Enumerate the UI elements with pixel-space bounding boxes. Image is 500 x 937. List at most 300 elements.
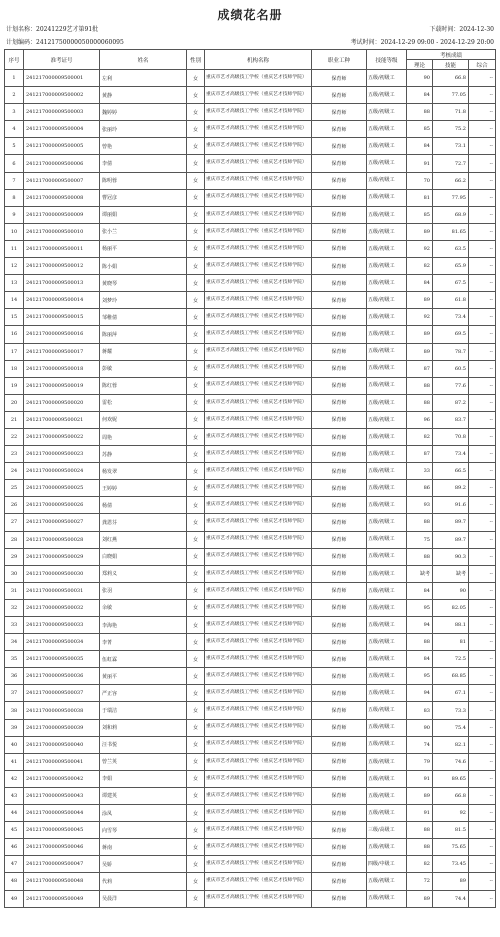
skill-cell: 82.1 xyxy=(433,736,469,753)
gender-cell: 女 xyxy=(187,138,205,155)
ticket-cell: 241217000009500043 xyxy=(24,787,100,804)
ticket-cell: 241217000009500031 xyxy=(24,582,100,599)
table-row xyxy=(5,890,496,907)
gender-cell: 女 xyxy=(187,634,205,651)
level-cell: 五级/初级工 xyxy=(367,275,407,292)
gender-cell: 女 xyxy=(187,719,205,736)
org-cell: 重庆市艺才高级技工学校（重庆艺才技师学院） xyxy=(205,172,312,189)
level-cell: 五级/初级工 xyxy=(367,394,407,411)
job-cell: 保育师 xyxy=(312,138,367,155)
level-cell: 五级/初级工 xyxy=(367,326,407,343)
theory-cell: 82 xyxy=(407,428,433,445)
table-row xyxy=(5,531,496,548)
gender-cell: 女 xyxy=(187,514,205,531)
skill-cell: 61.8 xyxy=(433,292,469,309)
table-row xyxy=(5,138,496,155)
table-row xyxy=(5,292,496,309)
level-cell: 五级/初级工 xyxy=(367,651,407,668)
meta-line-1 xyxy=(6,26,494,34)
ticket-cell: 241217000009500029 xyxy=(24,548,100,565)
table-row xyxy=(5,822,496,839)
org-cell: 重庆市艺才高级技工学校（重庆艺才技师学院） xyxy=(205,805,312,822)
seq-cell: 30 xyxy=(5,565,24,582)
org-cell: 重庆市艺才高级技工学校（重庆艺才技师学院） xyxy=(205,617,312,634)
job-cell: 保育师 xyxy=(312,634,367,651)
name-cell: 谭丽娟 xyxy=(100,206,187,223)
gender-cell: 女 xyxy=(187,548,205,565)
job-cell: 保育师 xyxy=(312,651,367,668)
ticket-cell: 241217000009500008 xyxy=(24,189,100,206)
skill-cell: 74.4 xyxy=(433,890,469,907)
name-cell: 涂凤 xyxy=(100,805,187,822)
ticket-cell: 241217000009500023 xyxy=(24,446,100,463)
header-job: 职业工种 xyxy=(312,50,367,70)
ticket-cell: 241217000009500004 xyxy=(24,121,100,138)
ticket-cell: 241217000009500048 xyxy=(24,873,100,890)
name-cell: 于瑞洁 xyxy=(100,702,187,719)
overall-cell: -- xyxy=(469,651,496,668)
org-cell: 重庆市艺才高级技工学校（重庆艺才技师学院） xyxy=(205,428,312,445)
level-cell: 五级/初级工 xyxy=(367,753,407,770)
seq-cell: 12 xyxy=(5,258,24,275)
overall-cell: -- xyxy=(469,497,496,514)
overall-cell: -- xyxy=(469,514,496,531)
ticket-cell: 241217000009500041 xyxy=(24,753,100,770)
name-cell: 黄晓琴 xyxy=(100,275,187,292)
name-cell: 郑莉义 xyxy=(100,565,187,582)
level-cell: 五级/初级工 xyxy=(367,719,407,736)
seq-cell: 32 xyxy=(5,599,24,616)
skill-cell: 73.4 xyxy=(433,309,469,326)
seq-cell: 8 xyxy=(5,189,24,206)
theory-cell: 88 xyxy=(407,548,433,565)
org-cell: 重庆市艺才高级技工学校（重庆艺才技师学院） xyxy=(205,275,312,292)
seq-cell: 36 xyxy=(5,668,24,685)
skill-cell: 66.8 xyxy=(433,787,469,804)
overall-cell: -- xyxy=(469,719,496,736)
seq-cell: 44 xyxy=(5,805,24,822)
seq-cell: 13 xyxy=(5,275,24,292)
ticket-cell: 241217000009500021 xyxy=(24,411,100,428)
overall-cell: -- xyxy=(469,463,496,480)
gender-cell: 女 xyxy=(187,343,205,360)
theory-cell: 94 xyxy=(407,617,433,634)
level-cell: 五级/初级工 xyxy=(367,805,407,822)
table-row xyxy=(5,87,496,104)
header-skill: 技能 xyxy=(433,60,469,70)
seq-cell: 40 xyxy=(5,736,24,753)
name-cell: 黄静 xyxy=(100,87,187,104)
gender-cell: 女 xyxy=(187,292,205,309)
ticket-cell: 241217000009500015 xyxy=(24,309,100,326)
gender-cell: 女 xyxy=(187,223,205,240)
level-cell: 五级/初级工 xyxy=(367,668,407,685)
skill-cell: 89.7 xyxy=(433,531,469,548)
gender-cell: 女 xyxy=(187,446,205,463)
job-cell: 保育师 xyxy=(312,394,367,411)
table-row xyxy=(5,497,496,514)
table-row xyxy=(5,805,496,822)
job-cell: 保育师 xyxy=(312,668,367,685)
theory-cell: 86 xyxy=(407,480,433,497)
skill-cell: 82.05 xyxy=(433,599,469,616)
skill-cell: 69.5 xyxy=(433,326,469,343)
skill-cell: 89.2 xyxy=(433,480,469,497)
theory-cell: 92 xyxy=(407,240,433,257)
table-row xyxy=(5,172,496,189)
overall-cell: -- xyxy=(469,753,496,770)
overall-cell: -- xyxy=(469,890,496,907)
gender-cell: 女 xyxy=(187,463,205,480)
seq-cell: 49 xyxy=(5,890,24,907)
level-cell: 五级/初级工 xyxy=(367,428,407,445)
level-cell: 五级/初级工 xyxy=(367,582,407,599)
seq-cell: 19 xyxy=(5,377,24,394)
level-cell: 五级/初级工 xyxy=(367,770,407,787)
ticket-cell: 241217000009500033 xyxy=(24,617,100,634)
job-cell: 保育师 xyxy=(312,685,367,702)
skill-cell: 67.1 xyxy=(433,685,469,702)
overall-cell: -- xyxy=(469,155,496,172)
meta-line-2 xyxy=(6,39,494,47)
theory-cell: 缺考 xyxy=(407,565,433,582)
theory-cell: 88 xyxy=(407,822,433,839)
theory-cell: 88 xyxy=(407,377,433,394)
ticket-cell: 241217000009500025 xyxy=(24,480,100,497)
level-cell: 五级/初级工 xyxy=(367,138,407,155)
level-cell: 五级/初级工 xyxy=(367,702,407,719)
ticket-cell: 241217000009500011 xyxy=(24,240,100,257)
skill-cell: 71.8 xyxy=(433,104,469,121)
name-cell: 左利 xyxy=(100,70,187,87)
seq-cell: 43 xyxy=(5,787,24,804)
gender-cell: 女 xyxy=(187,702,205,719)
org-cell: 重庆市艺才高级技工学校（重庆艺才技师学院） xyxy=(205,138,312,155)
overall-cell: -- xyxy=(469,839,496,856)
table-row xyxy=(5,104,496,121)
table-row xyxy=(5,839,496,856)
level-cell: 五级/初级工 xyxy=(367,787,407,804)
gender-cell: 女 xyxy=(187,189,205,206)
name-cell: 曾兰英 xyxy=(100,753,187,770)
job-cell: 保育师 xyxy=(312,223,367,240)
ticket-cell: 241217000009500046 xyxy=(24,839,100,856)
overall-cell: -- xyxy=(469,873,496,890)
overall-cell: -- xyxy=(469,634,496,651)
overall-cell: -- xyxy=(469,856,496,873)
theory-cell: 88 xyxy=(407,394,433,411)
job-cell: 保育师 xyxy=(312,275,367,292)
table-row xyxy=(5,258,496,275)
name-cell: 苏静 xyxy=(100,446,187,463)
org-cell: 重庆市艺才高级技工学校（重庆艺才技师学院） xyxy=(205,599,312,616)
level-cell: 五级/初级工 xyxy=(367,685,407,702)
overall-cell: -- xyxy=(469,617,496,634)
table-row xyxy=(5,326,496,343)
org-cell: 重庆市艺才高级技工学校（重庆艺才技师学院） xyxy=(205,87,312,104)
seq-cell: 1 xyxy=(5,70,24,87)
org-cell: 重庆市艺才高级技工学校（重庆艺才技师学院） xyxy=(205,497,312,514)
level-cell: 五级/初级工 xyxy=(367,565,407,582)
overall-cell: -- xyxy=(469,411,496,428)
skill-cell: 78.7 xyxy=(433,343,469,360)
job-cell: 保育师 xyxy=(312,258,367,275)
name-cell: 李海艳 xyxy=(100,617,187,634)
gender-cell: 女 xyxy=(187,87,205,104)
theory-cell: 87 xyxy=(407,360,433,377)
job-cell: 保育师 xyxy=(312,104,367,121)
table-row xyxy=(5,446,496,463)
org-cell: 重庆市艺才高级技工学校（重庆艺才技师学院） xyxy=(205,480,312,497)
org-cell: 重庆市艺才高级技工学校（重庆艺才技师学院） xyxy=(205,548,312,565)
theory-cell: 91 xyxy=(407,155,433,172)
org-cell: 重庆市艺才高级技工学校（重庆艺才技师学院） xyxy=(205,411,312,428)
seq-cell: 34 xyxy=(5,634,24,651)
table-row xyxy=(5,343,496,360)
overall-cell: -- xyxy=(469,275,496,292)
skill-cell: 70.8 xyxy=(433,428,469,445)
skill-cell: 65.9 xyxy=(433,258,469,275)
theory-cell: 87 xyxy=(407,446,433,463)
level-cell: 五级/初级工 xyxy=(367,497,407,514)
overall-cell: -- xyxy=(469,805,496,822)
org-cell: 重庆市艺才高级技工学校（重庆艺才技师学院） xyxy=(205,258,312,275)
ticket-cell: 241217000009500027 xyxy=(24,514,100,531)
name-cell: 黄丽平 xyxy=(100,668,187,685)
skill-cell: 90.3 xyxy=(433,548,469,565)
gender-cell: 女 xyxy=(187,172,205,189)
seq-cell: 38 xyxy=(5,702,24,719)
ticket-cell: 241217000009500005 xyxy=(24,138,100,155)
level-cell: 五级/初级工 xyxy=(367,189,407,206)
seq-cell: 20 xyxy=(5,394,24,411)
job-cell: 保育师 xyxy=(312,753,367,770)
job-cell: 保育师 xyxy=(312,702,367,719)
name-cell: 张羽 xyxy=(100,582,187,599)
overall-cell: -- xyxy=(469,70,496,87)
theory-cell: 91 xyxy=(407,770,433,787)
table-row xyxy=(5,189,496,206)
job-cell: 保育师 xyxy=(312,87,367,104)
level-cell: 五级/初级工 xyxy=(367,223,407,240)
table-row xyxy=(5,599,496,616)
theory-cell: 89 xyxy=(407,326,433,343)
table-row xyxy=(5,651,496,668)
org-cell: 重庆市艺才高级技工学校（重庆艺才技师学院） xyxy=(205,206,312,223)
skill-cell: 89.65 xyxy=(433,770,469,787)
seq-cell: 29 xyxy=(5,548,24,565)
overall-cell: -- xyxy=(469,258,496,275)
org-cell: 重庆市艺才高级技工学校（重庆艺才技师学院） xyxy=(205,582,312,599)
skill-cell: 缺考 xyxy=(433,565,469,582)
level-cell: 五级/初级工 xyxy=(367,446,407,463)
skill-cell: 87.2 xyxy=(433,394,469,411)
org-cell: 重庆市艺才高级技工学校（重庆艺才技师学院） xyxy=(205,70,312,87)
name-cell: 陈丽萍 xyxy=(100,326,187,343)
level-cell: 五级/初级工 xyxy=(367,873,407,890)
overall-cell: -- xyxy=(469,138,496,155)
overall-cell: -- xyxy=(469,531,496,548)
gender-cell: 女 xyxy=(187,736,205,753)
seq-cell: 26 xyxy=(5,497,24,514)
theory-cell: 95 xyxy=(407,668,433,685)
skill-cell: 81.65 xyxy=(433,223,469,240)
gender-cell: 女 xyxy=(187,805,205,822)
theory-cell: 89 xyxy=(407,223,433,240)
skill-cell: 77.95 xyxy=(433,189,469,206)
level-cell: 五级/初级工 xyxy=(367,343,407,360)
table-row xyxy=(5,685,496,702)
overall-cell: -- xyxy=(469,292,496,309)
name-cell: 曹冠彦 xyxy=(100,189,187,206)
name-cell: 蒋南 xyxy=(100,839,187,856)
seq-cell: 18 xyxy=(5,360,24,377)
theory-cell: 79 xyxy=(407,753,433,770)
job-cell: 保育师 xyxy=(312,172,367,189)
name-cell: 杨丽平 xyxy=(100,240,187,257)
table-row xyxy=(5,463,496,480)
ticket-cell: 241217000009500013 xyxy=(24,275,100,292)
ticket-cell: 241217000009500028 xyxy=(24,531,100,548)
job-cell: 保育师 xyxy=(312,787,367,804)
gender-cell: 女 xyxy=(187,309,205,326)
job-cell: 保育师 xyxy=(312,890,367,907)
ticket-cell: 241217000009500017 xyxy=(24,343,100,360)
org-cell: 重庆市艺才高级技工学校（重庆艺才技师学院） xyxy=(205,326,312,343)
skill-cell: 81 xyxy=(433,634,469,651)
skill-cell: 91.6 xyxy=(433,497,469,514)
skill-cell: 72.7 xyxy=(433,155,469,172)
theory-cell: 88 xyxy=(407,514,433,531)
ticket-cell: 241217000009500009 xyxy=(24,206,100,223)
theory-cell: 90 xyxy=(407,70,433,87)
org-cell: 重庆市艺才高级技工学校（重庆艺才技师学院） xyxy=(205,719,312,736)
theory-cell: 84 xyxy=(407,582,433,599)
theory-cell: 96 xyxy=(407,411,433,428)
job-cell: 保育师 xyxy=(312,531,367,548)
name-cell: 李菁 xyxy=(100,634,187,651)
job-cell: 保育师 xyxy=(312,480,367,497)
skill-cell: 66.2 xyxy=(433,172,469,189)
ticket-cell: 241217000009500042 xyxy=(24,770,100,787)
theory-cell: 84 xyxy=(407,275,433,292)
gender-cell: 女 xyxy=(187,428,205,445)
level-cell: 五级/初级工 xyxy=(367,599,407,616)
page-title: 成绩花名册 xyxy=(217,8,283,22)
org-cell: 重庆市艺才高级技工学校（重庆艺才技师学院） xyxy=(205,377,312,394)
table-row xyxy=(5,719,496,736)
header-name: 姓名 xyxy=(100,50,187,70)
name-cell: 代莉 xyxy=(100,873,187,890)
table-row xyxy=(5,121,496,138)
level-cell: 五级/初级工 xyxy=(367,617,407,634)
ticket-cell: 241217000009500001 xyxy=(24,70,100,87)
job-cell: 保育师 xyxy=(312,582,367,599)
gender-cell: 女 xyxy=(187,258,205,275)
ticket-cell: 241217000009500014 xyxy=(24,292,100,309)
skill-cell: 73.1 xyxy=(433,138,469,155)
job-cell: 保育师 xyxy=(312,822,367,839)
gender-cell: 女 xyxy=(187,770,205,787)
overall-cell: -- xyxy=(469,480,496,497)
seq-cell: 16 xyxy=(5,326,24,343)
ticket-cell: 241217000009500002 xyxy=(24,87,100,104)
table-row xyxy=(5,617,496,634)
name-cell: 雷松 xyxy=(100,394,187,411)
name-cell: 龚恩芬 xyxy=(100,514,187,531)
table-row xyxy=(5,856,496,873)
org-cell: 重庆市艺才高级技工学校（重庆艺才技师学院） xyxy=(205,394,312,411)
gender-cell: 女 xyxy=(187,240,205,257)
overall-cell: -- xyxy=(469,582,496,599)
table-row xyxy=(5,873,496,890)
org-cell: 重庆市艺才高级技工学校（重庆艺才技师学院） xyxy=(205,189,312,206)
job-cell: 保育师 xyxy=(312,446,367,463)
org-cell: 重庆市艺才高级技工学校（重庆艺才技师学院） xyxy=(205,155,312,172)
gender-cell: 女 xyxy=(187,394,205,411)
seq-cell: 39 xyxy=(5,719,24,736)
table-row xyxy=(5,240,496,257)
org-cell: 重庆市艺才高级技工学校（重庆艺才技师学院） xyxy=(205,787,312,804)
ticket-cell: 241217000009500006 xyxy=(24,155,100,172)
skill-cell: 68.85 xyxy=(433,668,469,685)
overall-cell: -- xyxy=(469,104,496,121)
ticket-cell: 241217000009500037 xyxy=(24,685,100,702)
org-cell: 重庆市艺才高级技工学校（重庆艺才技师学院） xyxy=(205,463,312,480)
level-cell: 五级/初级工 xyxy=(367,258,407,275)
theory-cell: 81 xyxy=(407,189,433,206)
overall-cell: -- xyxy=(469,223,496,240)
level-cell: 五级/初级工 xyxy=(367,87,407,104)
table-row xyxy=(5,155,496,172)
ticket-cell: 241217000009500047 xyxy=(24,856,100,873)
org-cell: 重庆市艺才高级技工学校（重庆艺才技师学院） xyxy=(205,890,312,907)
level-cell: 五级/初级工 xyxy=(367,206,407,223)
ticket-cell: 241217000009500034 xyxy=(24,634,100,651)
gender-cell: 女 xyxy=(187,856,205,873)
skill-cell: 66.5 xyxy=(433,463,469,480)
seq-cell: 4 xyxy=(5,121,24,138)
org-cell: 重庆市艺才高级技工学校（重庆艺才技师学院） xyxy=(205,531,312,548)
org-cell: 重庆市艺才高级技工学校（重庆艺才技师学院） xyxy=(205,770,312,787)
plan-code: 计划编码：24121750000050000060095 xyxy=(6,39,124,46)
table-row xyxy=(5,736,496,753)
seq-cell: 6 xyxy=(5,155,24,172)
table-row xyxy=(5,377,496,394)
seq-cell: 35 xyxy=(5,651,24,668)
org-cell: 重庆市艺才高级技工学校（重庆艺才技师学院） xyxy=(205,668,312,685)
gender-cell: 女 xyxy=(187,651,205,668)
gender-cell: 女 xyxy=(187,617,205,634)
overall-cell: -- xyxy=(469,360,496,377)
seq-cell: 22 xyxy=(5,428,24,445)
seq-cell: 5 xyxy=(5,138,24,155)
skill-cell: 67.5 xyxy=(433,275,469,292)
gender-cell: 女 xyxy=(187,275,205,292)
theory-cell: 93 xyxy=(407,497,433,514)
name-cell: 彭敏 xyxy=(100,360,187,377)
skill-cell: 63.5 xyxy=(433,240,469,257)
name-cell: 曾艳 xyxy=(100,138,187,155)
seq-cell: 10 xyxy=(5,223,24,240)
seq-cell: 42 xyxy=(5,770,24,787)
org-cell: 重庆市艺才高级技工学校（重庆艺才技师学院） xyxy=(205,685,312,702)
level-cell: 五级/初级工 xyxy=(367,548,407,565)
name-cell: 李倩 xyxy=(100,155,187,172)
org-cell: 重庆市艺才高级技工学校（重庆艺才技师学院） xyxy=(205,309,312,326)
overall-cell: -- xyxy=(469,172,496,189)
theory-cell: 92 xyxy=(407,309,433,326)
